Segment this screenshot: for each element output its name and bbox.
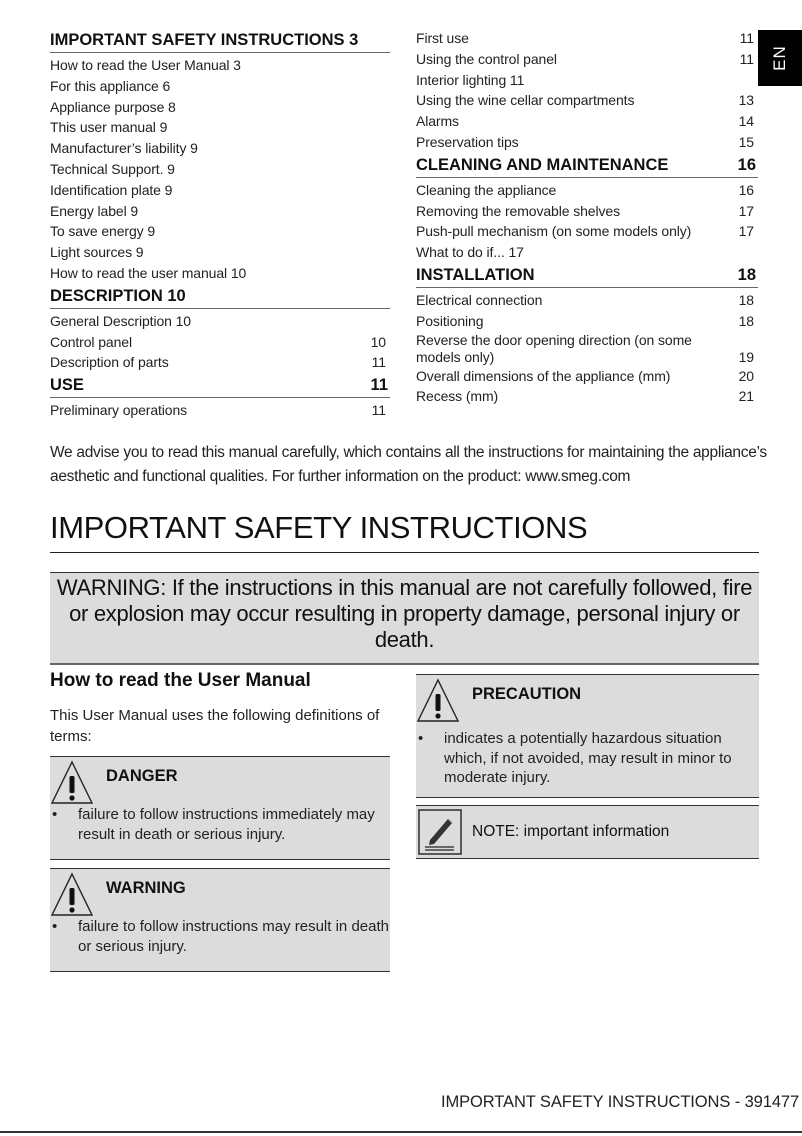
toc-label: Push-pull mechanism (on some models only) — [416, 223, 692, 240]
toc-label: Appliance purpose 8 — [50, 98, 176, 115]
toc-entry[interactable] — [416, 49, 758, 70]
toc-label: IMPORTANT SAFETY INSTRUCTIONS 3 — [50, 31, 359, 49]
toc-label: Cleaning the appliance — [416, 181, 557, 198]
toc-label: Positioning — [416, 312, 484, 329]
toc-label: Overall dimensions of the appliance (mm) — [416, 367, 671, 384]
section-heading: How to read the User Manual — [50, 670, 311, 691]
toc-entry[interactable] — [50, 400, 390, 421]
toc-page-number: 15 — [738, 133, 754, 150]
toc-entry[interactable] — [50, 180, 390, 201]
toc-page-number: 19 — [738, 348, 754, 365]
danger-title: DANGER — [106, 767, 178, 785]
toc-page-number: 16 — [737, 155, 756, 174]
page-title: IMPORTANT SAFETY INSTRUCTIONS — [50, 510, 759, 553]
toc-label: Recess (mm) — [416, 388, 499, 405]
toc-label: How to read the User Manual 3 — [50, 57, 241, 73]
toc-entry[interactable] — [50, 97, 390, 118]
toc-entry[interactable] — [50, 332, 390, 353]
danger-bullet: • failure to follow instructions immediately may result in death or serious injury. — [52, 806, 375, 843]
toc-label: Using the wine cellar compartments — [416, 92, 635, 109]
language-tab — [758, 30, 802, 86]
toc-entry[interactable] — [416, 28, 758, 49]
toc-page-number: 20 — [738, 367, 754, 384]
toc-entry[interactable] — [416, 290, 758, 311]
toc-label: What to do if... 17 — [416, 244, 524, 261]
toc-page-number: 11 — [370, 376, 388, 395]
toc-page-number: 18 — [737, 265, 756, 284]
precaution-bullet: • indicates a potentially hazardous situation which, if not avoided, may result in minor to moderate injury. — [418, 730, 732, 786]
toc-left-column — [50, 28, 390, 421]
toc-entry[interactable] — [50, 201, 390, 222]
note-box — [416, 805, 759, 859]
toc-page-number: 11 — [739, 30, 754, 46]
toc-entry[interactable] — [416, 311, 758, 332]
toc-page-number: 14 — [738, 113, 754, 130]
toc-label: To save energy 9 — [50, 223, 156, 240]
toc-entry[interactable] — [50, 242, 390, 263]
warning-title: WARNING — [106, 879, 186, 897]
toc-entry[interactable] — [50, 55, 390, 76]
toc-label: USE — [50, 376, 84, 395]
toc-page-number: 18 — [738, 312, 754, 329]
toc-entry[interactable] — [50, 221, 390, 242]
toc-section-heading[interactable] — [50, 373, 390, 398]
toc-label: Manufacturer’s liability 9 — [50, 140, 198, 157]
toc-page-number: 21 — [738, 388, 754, 405]
precaution-title: PRECAUTION — [472, 685, 582, 703]
toc-entry[interactable] — [50, 311, 390, 332]
toc-label: Control panel — [50, 333, 132, 350]
toc-page-number: 17 — [738, 202, 754, 219]
toc-label: Energy label 9 — [50, 202, 139, 219]
toc-page-number: 16 — [738, 181, 754, 198]
danger-box — [50, 756, 390, 860]
toc-entry[interactable] — [416, 180, 758, 201]
toc-section-heading[interactable] — [416, 153, 758, 178]
toc-label: Electrical connection — [416, 291, 543, 308]
toc-page-number: 18 — [738, 291, 754, 308]
toc-section-heading[interactable] — [416, 263, 758, 288]
toc-right-column — [416, 28, 758, 407]
toc-entry[interactable] — [416, 242, 758, 263]
toc-entry[interactable] — [416, 332, 758, 366]
toc-label: Alarms — [416, 113, 459, 130]
toc-entry[interactable] — [50, 352, 390, 373]
toc-page-number: 11 — [739, 50, 754, 67]
warning-triangle-icon — [50, 871, 94, 917]
toc-label: Preservation tips — [416, 133, 519, 150]
section-intro-text: This User Manual uses the following definitions of terms: — [50, 707, 380, 745]
toc-entry[interactable] — [416, 201, 758, 222]
toc-label: First use — [416, 30, 469, 46]
toc-entry[interactable] — [416, 366, 758, 387]
toc-entry[interactable] — [416, 132, 758, 153]
toc-entry[interactable] — [416, 386, 758, 407]
toc-entry[interactable] — [416, 90, 758, 111]
footer-divider — [0, 1131, 802, 1133]
toc-entry[interactable] — [50, 138, 390, 159]
toc-label: CLEANING AND MAINTENANCE — [416, 155, 669, 174]
toc-label: INSTALLATION — [416, 265, 535, 284]
toc-label: For this appliance 6 — [50, 77, 171, 94]
toc-label: Reverse the door opening direction (on some models only) — [416, 331, 692, 365]
toc-page-number: 11 — [371, 354, 386, 371]
toc-entry[interactable] — [50, 117, 390, 138]
toc-label: Removing the removable shelves — [416, 202, 620, 219]
toc-label: DESCRIPTION 10 — [50, 286, 186, 305]
toc-page-number: 10 — [370, 333, 386, 350]
toc-label: This user manual 9 — [50, 119, 168, 136]
toc-label: Description of parts — [50, 354, 169, 371]
language-tab-label: EN — [770, 45, 789, 71]
warning-box — [50, 868, 390, 972]
warning-triangle-icon — [50, 759, 94, 805]
page-footer: IMPORTANT SAFETY INSTRUCTIONS - 391477 — [441, 1093, 800, 1111]
toc-label: Interior lighting 11 — [416, 71, 525, 88]
toc-page-number: 13 — [738, 92, 754, 109]
toc-entry[interactable] — [50, 159, 390, 180]
toc-label: Preliminary operations — [50, 402, 188, 419]
toc-page-number: 11 — [371, 402, 386, 419]
toc-label: Identification plate 9 — [50, 181, 173, 198]
toc-entry[interactable] — [416, 70, 758, 91]
warning-banner: WARNING: If the instructions in this manual are not carefully followed, fire or explosion may occur resulting in property damage, personal injury or death. — [50, 572, 759, 665]
toc-label: General Description 10 — [50, 312, 191, 329]
toc-entry[interactable] — [416, 221, 758, 242]
toc-entry[interactable] — [50, 263, 390, 284]
toc-entry[interactable] — [416, 111, 758, 132]
warning-bullet: • failure to follow instructions may result in death or serious injury. — [52, 918, 389, 955]
precaution-box — [416, 674, 759, 798]
toc-page-number: 17 — [738, 223, 754, 240]
toc-label: Using the control panel — [416, 50, 557, 67]
note-title: NOTE: important information — [472, 823, 670, 840]
pencil-note-icon — [418, 809, 462, 855]
toc-label: Technical Support. 9 — [50, 160, 175, 177]
toc-section-heading[interactable] — [50, 28, 390, 53]
toc-label: Light sources 9 — [50, 244, 144, 261]
toc-section-heading[interactable] — [50, 284, 390, 309]
warning-triangle-icon — [416, 677, 460, 723]
intro-paragraph: We advise you to read this manual carefully, which contains all the instructions for maintaining the appliance’s aesthetic and functional qualities. For further information on the product: www.smeg.com — [50, 444, 767, 485]
toc-label: How to read the user manual 10 — [50, 264, 247, 281]
toc-entry[interactable] — [50, 76, 390, 97]
